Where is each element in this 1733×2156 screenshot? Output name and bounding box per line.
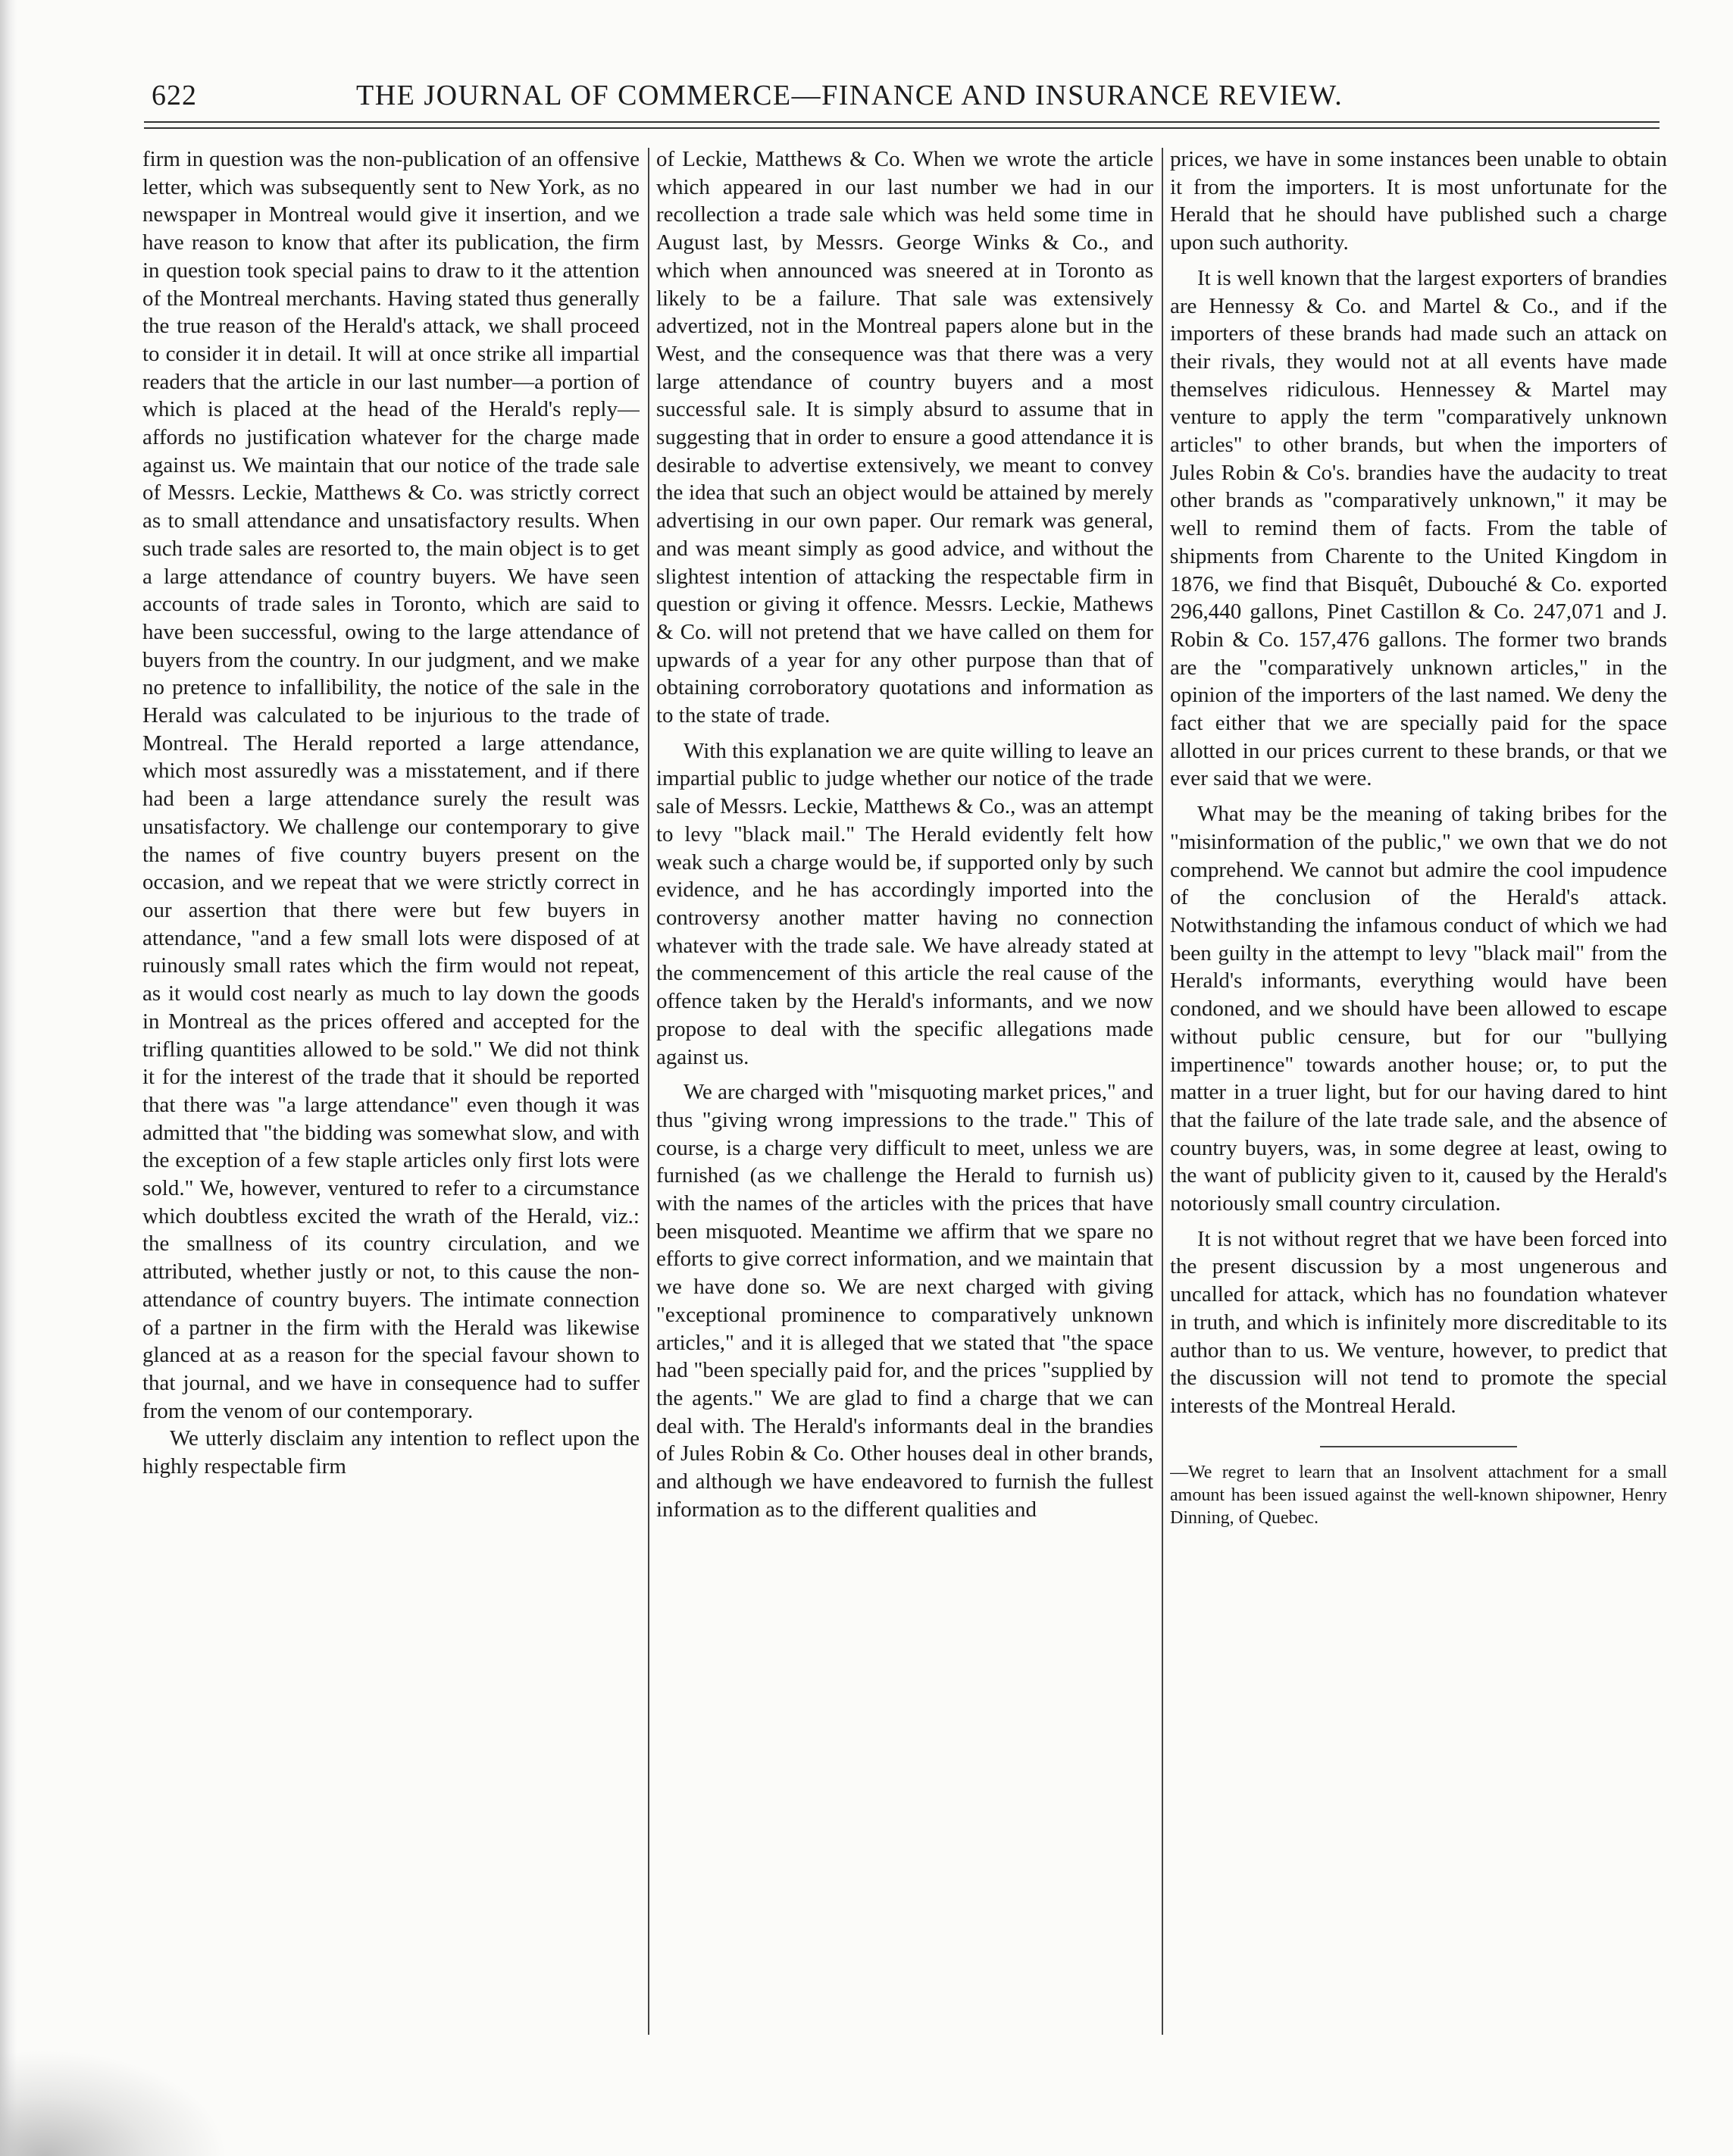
page-corner-smudge — [0, 2050, 227, 2156]
paragraph: With this explanation we are quite willing to leave an impartial public to judge whether our notice of the trade sale of Messrs. Leckie, Matthews & Co., was an attempt to levy "black mail." The Herald evidently felt how weak such a charge would be, if supported only by such evidence, and he has accordingly imported into the controversy another matter having no connection whatever with the trade sale. We have already stated at the commencement of this article the real cause of the offence taken by the Herald's informants, and we now propose to deal with the specific allegations made against us. — [656, 738, 1153, 1069]
paragraph: It is well known that the largest exporters of brandies are Hennessy & Co. and Martel & Co., and if the importers of these brands had made such an attack on their rivals, they would not at all events have made themselves ridiculous. Hennessey & Martel may venture to apply the term "comparatively unknown articles" to other brands, but when the importers of Jules Robin & Co's. brandies have the audacity to treat other brands as "comparatively unknown," it may be well to remind them of facts. From the table of shipments from Charente to the United Kingdom in 1876, we find that Bisquêt, Dubouché & Co. exported 296,440 gallons, Pinet Castillon & Co. 247,071 and J. Robin & Co. 157,476 gallons. The former two brands are the "comparatively unknown articles," in the opinion of the importers of the last named. We deny the fact either that we are specially paid for the space allotted in our prices current to these brands, or that we ever said that we were. — [1170, 265, 1667, 791]
page-number: 622 — [152, 80, 197, 111]
paragraph: What may be the meaning of taking bribes for the "misinformation of the public," we own that we do not comprehend. We cannot but admire the cool impudence of the conclusion of the Herald's attack. Notwithstanding the infamous conduct of which we had been guilty in the attempt to levy "black mail" from the Herald's informants, everything would have been condoned, and we should have been allowed to escape without public censure, but for our "bullying impertinence" towards another house; or, to put the matter in a truer light, but for our having dared to hint that the failure of the late trade sale, and the absence of country buyers, was, in some degree at least, owing to the want of publicity given to it, caused by the Herald's notoriously small country circulation. — [1170, 802, 1667, 1216]
paragraph: firm in question was the non-publication of an offensive letter, which was subsequently sent to New York, as no newspaper in Montreal would give it insertion, and we have reason to know that after its publication, the firm in question took special pains to draw to it the attention of the Montreal merchants. Having stated thus generally the true reason of the Herald's attack, we shall proceed to consider it in detail. It will at once strike all impartial readers that the article in our last number—a portion of which is placed at the head of the Herald's reply—affords no justification whatever for the charge made against us. We maintain that our notice of the trade sale of Messrs. Leckie, Matthews & Co. was strictly correct as to small attendance and unsatisfactory results. When such trade sales are resorted to, the main object is to get a large attendance of country buyers. We have seen accounts of trade sales in Toronto, which are said to have been successful, owing to the large attendance of buyers from the country. In our judgment, and we make no pretence to infallibility, the notice of the sale in the Herald was calculated to be injurious to the trade of Montreal. The Herald reported a large attendance, which most assuredly was a misstatement, and if there had been a large attendance surely the result was unsatisfactory. We challenge our contemporary to give the names of five country buyers present on the occasion, and we repeat that we were strictly correct in our assertion that there were but few buyers in attendance, "and a few small lots were disposed of at ruinously small rates which the firm would not repeat, as it would cost nearly as much to lay down the goods in Montreal as the prices offered and accepted for the trifling quantities allowed to be sold." We did not think it for the interest of the trade that it should be reported that there was "a large attendance" even though it was admitted that "the bidding was somewhat slow, and with the exception of a few staple articles only first lots were sold." We, however, ventured to refer to a circumstance which doubtless excited the wrath of the Herald, viz.: the smallness of its country circulation, and we attributed, whether justly or not, to this cause the non-attendance of country buyers. The intimate connection of a partner in the firm with the Herald was likewise glanced at as a reason for the special favour shown to that journal, and we have in consequence had to suffer from the venom of our contemporary. — [142, 147, 640, 1423]
running-title: THE JOURNAL OF COMMERCE—FINANCE AND INSURANCE REVIEW. — [356, 80, 1344, 111]
article-columns — [142, 146, 1667, 2055]
column-3 — [1170, 146, 1667, 2055]
header-rule-bottom — [144, 127, 1659, 129]
paragraph: prices, we have in some instances been unable to obtain it from the importers. It is most unfortunate for the Herald that he should have published such a charge upon such authority. — [1170, 147, 1667, 255]
footnote-rule — [1320, 1446, 1517, 1447]
page-header — [152, 76, 1664, 118]
paragraph: of Leckie, Matthews & Co. When we wrote the article which appeared in our last number we had in our recollection a trade sale which was held some time in August last, by Messrs. George Winks & Co., and which when announced was sneered at in Toronto as likely to be a failure. That sale was extensively advertized, not in the Montreal papers alone but in the West, and the consequence was that there was a very large attendance of country buyers and a most successful sale. It is simply absurd to assume that in suggesting that in order to ensure a good attendance it is desirable to advertise extensively, we meant to convey the idea that such an object would be attained by merely advertising in our own paper. Our remark was general, and was meant simply as good advice, and without the slightest intention of attacking the respectable firm in question or giving it offence. Messrs. Leckie, Mathews & Co. will not pretend that we have called on them for upwards of a year for any other purpose than that of obtaining corroboratory quotations and information as to the state of trade. — [656, 147, 1153, 728]
paragraph: We are charged with "misquoting market prices," and thus "giving wrong impressions to the trade." This of course, is a charge very difficult to meet, unless we are furnished (as we challenge the Herald to furnish us) with the names of the articles with the prices that have been misquoted. Meantime we affirm that we spare no efforts to give correct information, and we maintain that we have done so. We are next charged with giving "exceptional prominence to comparatively unknown articles," and it is alleged that we stated that "the space had "been specially paid for, and the prices "supplied by the agents." We are glad to find a charge that we can deal with. The Herald's informants deal in the brandies of Jules Robin & Co. Other houses deal in other brands, and although we have endeavored to furnish the fullest information as to the different qualities and — [656, 1080, 1153, 1522]
footnote: —We regret to learn that an Insolvent attachment for a small amount has been issued against the well-known shipowner, Henry Dinning, of Quebec. — [1170, 1462, 1667, 1528]
paragraph: It is not without regret that we have been forced into the present discussion by a most ungenerous and uncalled for attack, which has no foundation whatever in truth, and which is infinitely more discreditable to its author than to us. We venture, however, to predict that the discussion will not tend to promote the special interests of the Montreal Herald. — [1170, 1226, 1667, 1418]
paragraph: We utterly disclaim any intention to reflect upon the highly respectable firm — [142, 1426, 640, 1479]
column-2 — [656, 146, 1153, 2055]
column-1 — [142, 146, 640, 2055]
header-rule-top — [144, 121, 1659, 123]
page-spine-shadow — [0, 0, 17, 2156]
